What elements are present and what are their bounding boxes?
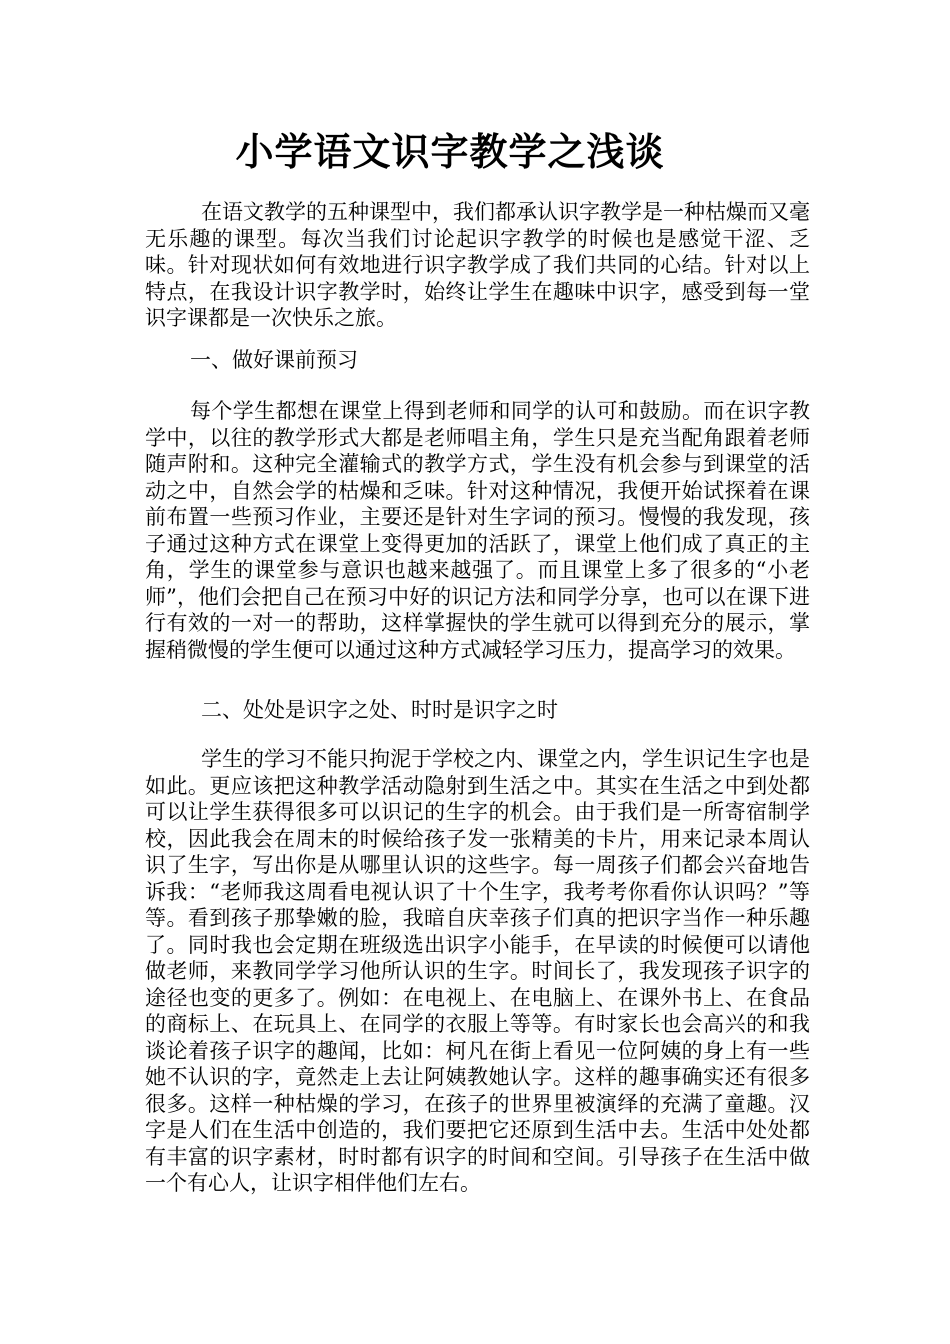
- section2-heading: 二、处处是识字之处、时时是识字之时: [201, 698, 558, 722]
- section2-paragraph: 学生的学习不能只拘泥于学校之内、课堂之内，学生识记生字也是如此。更应该把这种教学活动隐射到生活之中。其实在生活之中到处都可以让学生获得很多可以识记的生字的机会。由于我们是一所寄宿制学校，因此我会在周末的时候给孩子发一张精美的卡片，用来记录本周认识了生字，写出你是从哪里认识的这些字。每一周孩子们都会兴奋地告诉我：“老师我这周看电视认识了十个生字，我考考你看你认识吗？”等等。看到孩子那挚嫩的脸，我暗自庆幸孩子们真的把识字当作一种乐趣了。同时我也会定期在班级选出识字小能手，在早读的时候便可以请他做老师，来教同学学习他所认识的生字。时间长了，我发现孩子识字的途径也变的更多了。例如：在电视上、在电脑上、在课外书上、在食品的商标上、在玩具上、在同学的衣服上等等。有时家长也会高兴的和我谈论着孩子识字的趣闻，比如：柯凡在街上看见一位阿姨的身上有一些她不认识的字，竟然走上去让阿姨教她认字。这样的趣事确实还有很多很多。这样一种枯燥的学习，在孩子的世界里被演绎的充满了童趣。汉字是人们在生活中创造的，我们要把它还原到生活中去。生活中处处都有丰富的识字素材，时时都有识字的时间和空间。引导孩子在生活中做一个有心人，让识字相伴他们左右。: [145, 747, 810, 1195]
- intro-paragraph: 在语文教学的五种课型中，我们都承认识字教学是一种枯燥而又毫无乐趣的课型。每次当我们讨论起识字教学的时候也是感觉干涩、乏味。针对现状如何有效地进行识字教学成了我们共同的心结。针对以上特点，在我设计识字教学时，始终让学生在趣味中识字，感受到每一堂识字课都是一次快乐之旅。: [145, 200, 810, 330]
- document-title: 小学语文识字教学之浅谈: [235, 129, 665, 174]
- section1-paragraph: 每个学生都想在课堂上得到老师和同学的认可和鼓励。而在识字教学中，以往的教学形式大都是老师唱主角，学生只是充当配角跟着老师随声附和。这种完全灌输式的教学方式，学生没有机会参与到课堂的活动之中，自然会学的枯燥和乏味。针对这种情况，我便开始试探着在课前布置一些预习作业，主要还是针对生字词的预习。慢慢的我发现，孩子通过这种方式在课堂上变得更加的活跃了，课堂上他们成了真正的主角，学生的课堂参与意识也越来越强了。而且课堂上多了很多的“小老师”，他们会把自己在预习中好的识记方法和同学分享，也可以在课下进行有效的一对一的帮助，这样掌握快的学生就可以得到充分的展示，掌握稍微慢的学生便可以通过这种方式减轻学习压力，提高学习的效果。: [145, 399, 810, 662]
- section1-heading: 一、做好课前预习: [190, 348, 358, 372]
